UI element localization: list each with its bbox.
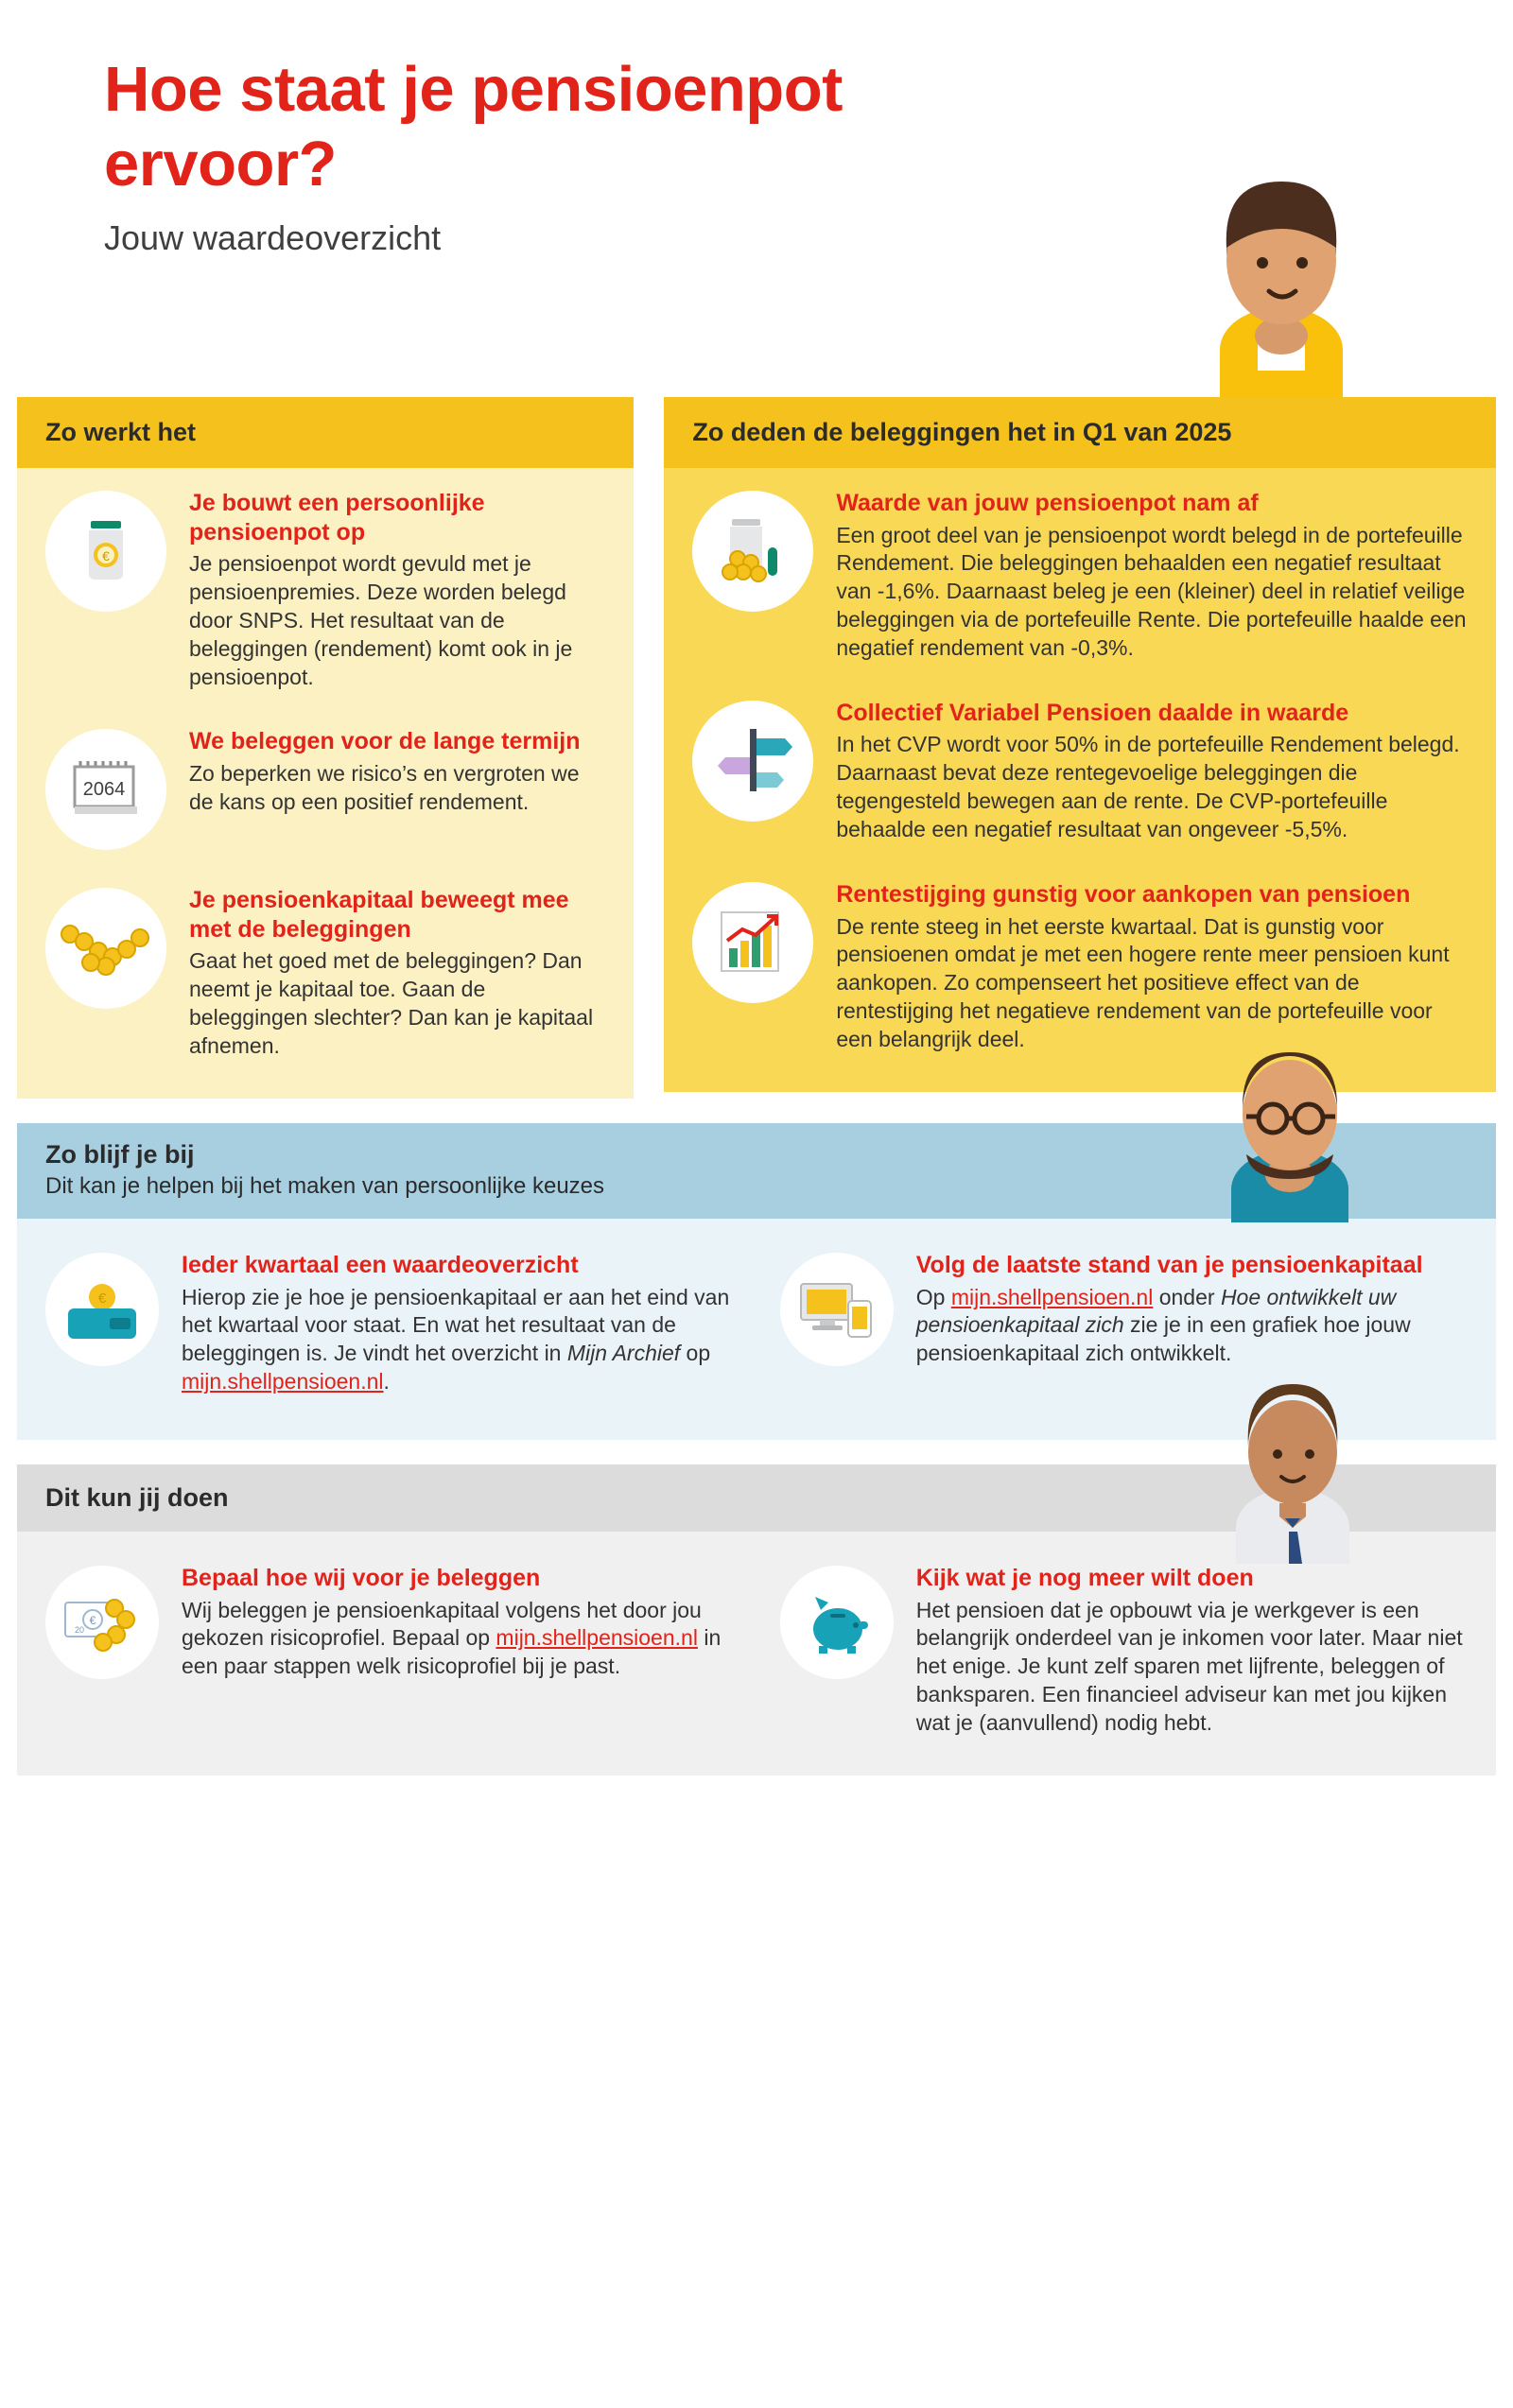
header [0,0,1513,397]
svg-text:€: € [89,1614,96,1628]
panel-zo-werkt-het [17,397,634,1099]
signpost-icon [692,701,813,822]
svg-text:€: € [102,548,110,563]
list-item [692,485,1468,663]
pension-jar-icon [45,491,166,612]
item-body [182,1284,761,1397]
item-title: Je bouwt een persoonlijke pensioenpot op [189,490,485,546]
section-dit-kun-jij-doen [0,1464,1513,1776]
item-body: Een groot deel van je pensioenpot wordt belegd in de portefeuille Rendement. Die beleggingen behaalden een negatief resultaat van -1,6%. Daarnaast beleg je een (kleiner) deel in relatief veilige beleggingen via de portefeuille Rente. Die portefeuille haalde een negatief rendement van -0,3%. [836,522,1467,661]
coin-wave-icon [45,888,166,1009]
body-emphasis: Hoe ontwikkelt uw pensioenkapitaal zich [915,1284,1397,1338]
panel-beleggingen-q1 [664,397,1496,1092]
body-emphasis: Mijn Archief [566,1341,681,1366]
piggy-bank-icon [780,1566,894,1679]
list-item [780,1560,1468,1738]
list-item [45,1247,761,1396]
panel-right-heading: Zo deden de beleggingen het in Q1 van 2025 [664,397,1496,468]
bar-chart-up-icon [692,882,813,1003]
item-title: Rentestijging gunstig voor aankopen van pensioen [836,881,1411,909]
svg-text:€: € [97,1291,107,1308]
item-title: Volg de laatste stand van je pensioenkapitaal [915,1252,1423,1279]
body-text-2: onder [1153,1284,1221,1309]
svg-text:20: 20 [75,1625,85,1636]
top-panels [0,397,1513,1099]
list-item [692,876,1468,1054]
blue-section-heading: Zo blijf je bij [45,1140,195,1169]
list-item [45,1560,761,1738]
item-title: Ieder kwartaal een waardeoverzicht [182,1252,579,1279]
avatar-person-shirt-tie-icon [1198,1365,1401,1564]
item-title: Waarde van jouw pensioenpot nam af [836,490,1259,516]
list-item [692,695,1468,844]
body-text-2: op [680,1341,711,1366]
page-subtitle: Jouw waardeoverzicht [104,218,442,258]
link-mijn-shellpensioen[interactable]: mijn.shellpensioen.nl [182,1369,384,1395]
item-title: We beleggen voor de lange termijn [189,728,581,755]
devices-icon [780,1253,894,1366]
list-item [45,485,605,691]
item-body [916,1284,1468,1369]
grey-section-heading: Dit kun jij doen [45,1483,229,1513]
list-item [45,723,605,850]
item-title: Collectief Variabel Pensioen daalde in waarde [836,699,1349,726]
svg-text:2064: 2064 [82,779,126,801]
jar-spilling-coins-icon [692,491,813,612]
link-mijn-shellpensioen[interactable]: mijn.shellpensioen.nl [950,1284,1154,1309]
item-body: In het CVP wordt voor 50% in de portefeuille Rendement belegd. Daarnaast bevat deze rentegevoelige beleggingen die tegengesteld bewegen aan de rente. De CVP-portefeuille behaalde een negatief resultaat van ongeveer -5,5%. [836,732,1460,842]
body-text-3: . [383,1369,390,1395]
item-body: Het pensioen dat je opbouwt via je werkgever is een belangrijk onderdeel van je inkomen voor later. Maar niet het enige. Je kunt zelf sparen met lijfrente, beleggen of banksparen. Een financieel adviseur kan met jou kijken wat je (aanvullend) nodig hebt. [915,1597,1463,1736]
body-text-2: in een paar stappen welk risicoprofiel bij je past. [182,1625,722,1679]
avatar-person-teal-icon [1193,1033,1401,1222]
item-title: Bepaal hoe wij voor je beleggen [182,1565,541,1592]
body-text-3: zie je in een grafiek hoe jouw pensioenkapitaal zich ontwikkelt. [915,1312,1411,1366]
wallet-coin-icon [45,1253,159,1366]
body-text: Wij beleggen je pensioenkapitaal volgens het door jou gekozen risicoprofiel. Bepaal op [182,1597,702,1651]
item-body: De rente steeg in het eerste kwartaal. Dat is gunstig voor pensioenen omdat je met een hogere rente meer pensioen kunt aankopen. Zo compenseert het positieve effect van de rentestijging het negatieve rendement van de portefeuille voor een belangrijk deel. [836,913,1450,1052]
body-text: Hierop zie je hoe je pensioenkapitaal er aan het eind van het kwartaal voor staat. En wat het resultaat van de beleggingen is. Je vindt het overzicht in [182,1284,730,1366]
list-item [45,882,605,1061]
item-body: Je pensioenpot wordt gevuld met je pensioenpremies. Deze worden belegd door SNPS. Het resultaat van de beleggingen (rendement) komt ook in je pensioenpot. [189,551,573,689]
item-body [182,1597,761,1682]
body-text: Op [915,1284,951,1309]
banknote-coins-icon [45,1566,159,1679]
item-body: Gaat het goed met de beleggingen? Dan neemt je kapitaal toe. Gaan de beleggingen slechter? Dan kan je kapitaal afnemen. [189,948,594,1059]
panel-left-heading: Zo werkt het [17,397,634,468]
link-mijn-shellpensioen[interactable]: mijn.shellpensioen.nl [496,1625,698,1651]
item-title: Kijk wat je nog meer wilt doen [915,1565,1254,1592]
avatar-person-yellow-icon [1163,113,1400,397]
page-title: Hoe staat je pensioenpot ervoor? [104,54,843,200]
item-body: Zo beperken we risico’s en vergroten we de kans op een positief rendement. [189,760,580,814]
item-title: Je pensioenkapitaal beweegt mee met de beleggingen [189,887,569,943]
blue-section-subheading: Dit kan je helpen bij het maken van persoonlijke keuzes [45,1173,605,1200]
calendar-2064-icon [45,729,166,850]
